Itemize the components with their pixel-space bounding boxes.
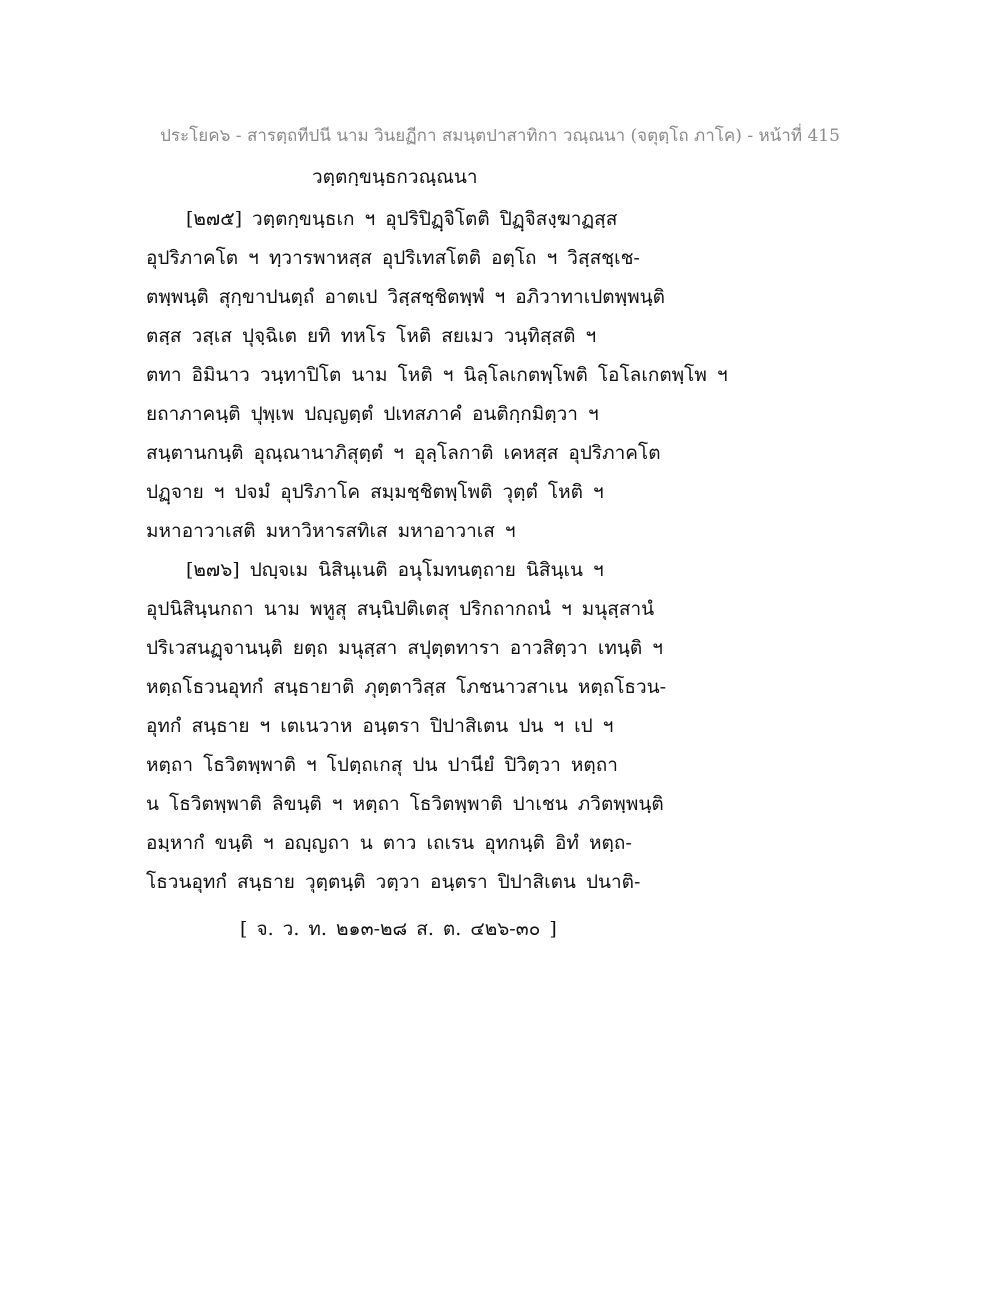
- paragraph-line: ปฏฺจาย ฯ ปจมํ อุปริภาโค สมฺมชฺชิตพฺโพติ วุตฺตํ โหติ ฯ: [146, 481, 604, 503]
- running-header: ประโยค๖ - สารตฺถทีปนี นาม วินยฏีกา สมนฺตปาสาทิกา วณฺณนา (จตุตฺโถ ภาโค) - หน้าที่ 415: [160, 126, 840, 146]
- paragraph-line: ตทา อิมินาว วนฺทาปิโต นาม โหติ ฯ นิลฺโลเกตพฺโพติ โอโลเกตพฺโพ ฯ: [146, 364, 728, 386]
- paragraph-line: โธวนอุทกํ สนฺธาย วุตฺตนฺติ วตฺวา อนฺตรา ปิปาสิเตน ปนาติ-: [146, 871, 641, 893]
- reference-citation: [ จ. ว. ท. ๒๑๓-๒๘ ส. ต. ๔๒๖-๓๐ ]: [240, 918, 557, 940]
- paragraph-line: ตพฺพนฺติ สุกฺขาปนตฺถํ อาตเป วิสฺสชฺชิตพฺพํ ฯ อภิวาทาเปตพฺพนฺติ: [146, 286, 665, 308]
- paragraph-line: มหาอาวาเสติ มหาวิหารสทิเส มหาอาวาเส ฯ: [146, 520, 516, 542]
- paragraph-line: ยถาภาคนฺติ ปุพฺเพ ปญฺญตฺตํ ปเทสภาคํ อนติกฺกมิตฺวา ฯ: [146, 403, 599, 425]
- paragraph-line: ปริเวสนฏฺจานนฺติ ยตฺถ มนุสฺสา สปุตฺตทารา อาวสิตฺวา เทนฺติ ฯ: [146, 637, 663, 659]
- paragraph-line: หตฺถา โธวิตพฺพาติ ฯ โปตฺถเกสุ ปน ปานียํ ปิวิตฺวา หตฺถา: [146, 754, 618, 776]
- paragraph-line: ตสฺส วสฺเส ปุจฺฉิเต ยทิ ทหโร โหติ สยเมว วนฺทิสฺสติ ฯ: [146, 325, 597, 347]
- paragraph-line: หตฺถโธวนอุทกํ สนฺธายาติ ภุตฺตาวิสฺส โภชนาวสาเน หตฺถโธวน-: [146, 676, 667, 698]
- paragraph-line: อุปริภาคโต ฯ ทฺวารพาหสฺส อุปริเทสโตติ อตฺโถ ฯ วิสฺสชฺเช-: [146, 247, 640, 269]
- paragraph-line: อมฺหากํ ขนฺติ ฯ อญฺญถา น ตาว เถเรน อุทกนฺติ อิทํ หตฺถ-: [146, 832, 632, 854]
- body-text: [146, 200, 728, 902]
- paragraph-line: [๒๗๖] ปญฺจเม นิสินฺเนติ อนุโมทนตฺถาย นิสินฺเน ฯ: [186, 559, 604, 581]
- paragraph-line: อุทกํ สนฺธาย ฯ เตเนวาห อนฺตรา ปิปาสิเตน ปน ฯ เป ฯ: [146, 715, 614, 737]
- paragraph-line: น โธวิตพฺพาติ ลิขนฺติ ฯ หตฺถา โธวิตพฺพาติ ปาเชน ภวิตพฺพนฺติ: [146, 793, 664, 815]
- paragraph-line: สนฺตานกนฺติ อุณฺณานาภิสุตฺตํ ฯ อุลฺโลกาติ เคหสฺส อุปริภาคโต: [146, 442, 661, 464]
- paragraph-line: [๒๗๕] วตฺตกฺขนฺธเก ฯ อุปริปิฏฺจิโตติ ปิฏฺจิสงฺฆาฏสฺส: [186, 208, 618, 230]
- paragraph-line: อุปนิสินฺนกถา นาม พหูสุ สนฺนิปติเตสุ ปริกถากถนํ ฯ มนุสฺสานํ: [146, 598, 655, 620]
- section-title: วตฺตกฺขนฺธกวณฺณนา: [312, 166, 478, 188]
